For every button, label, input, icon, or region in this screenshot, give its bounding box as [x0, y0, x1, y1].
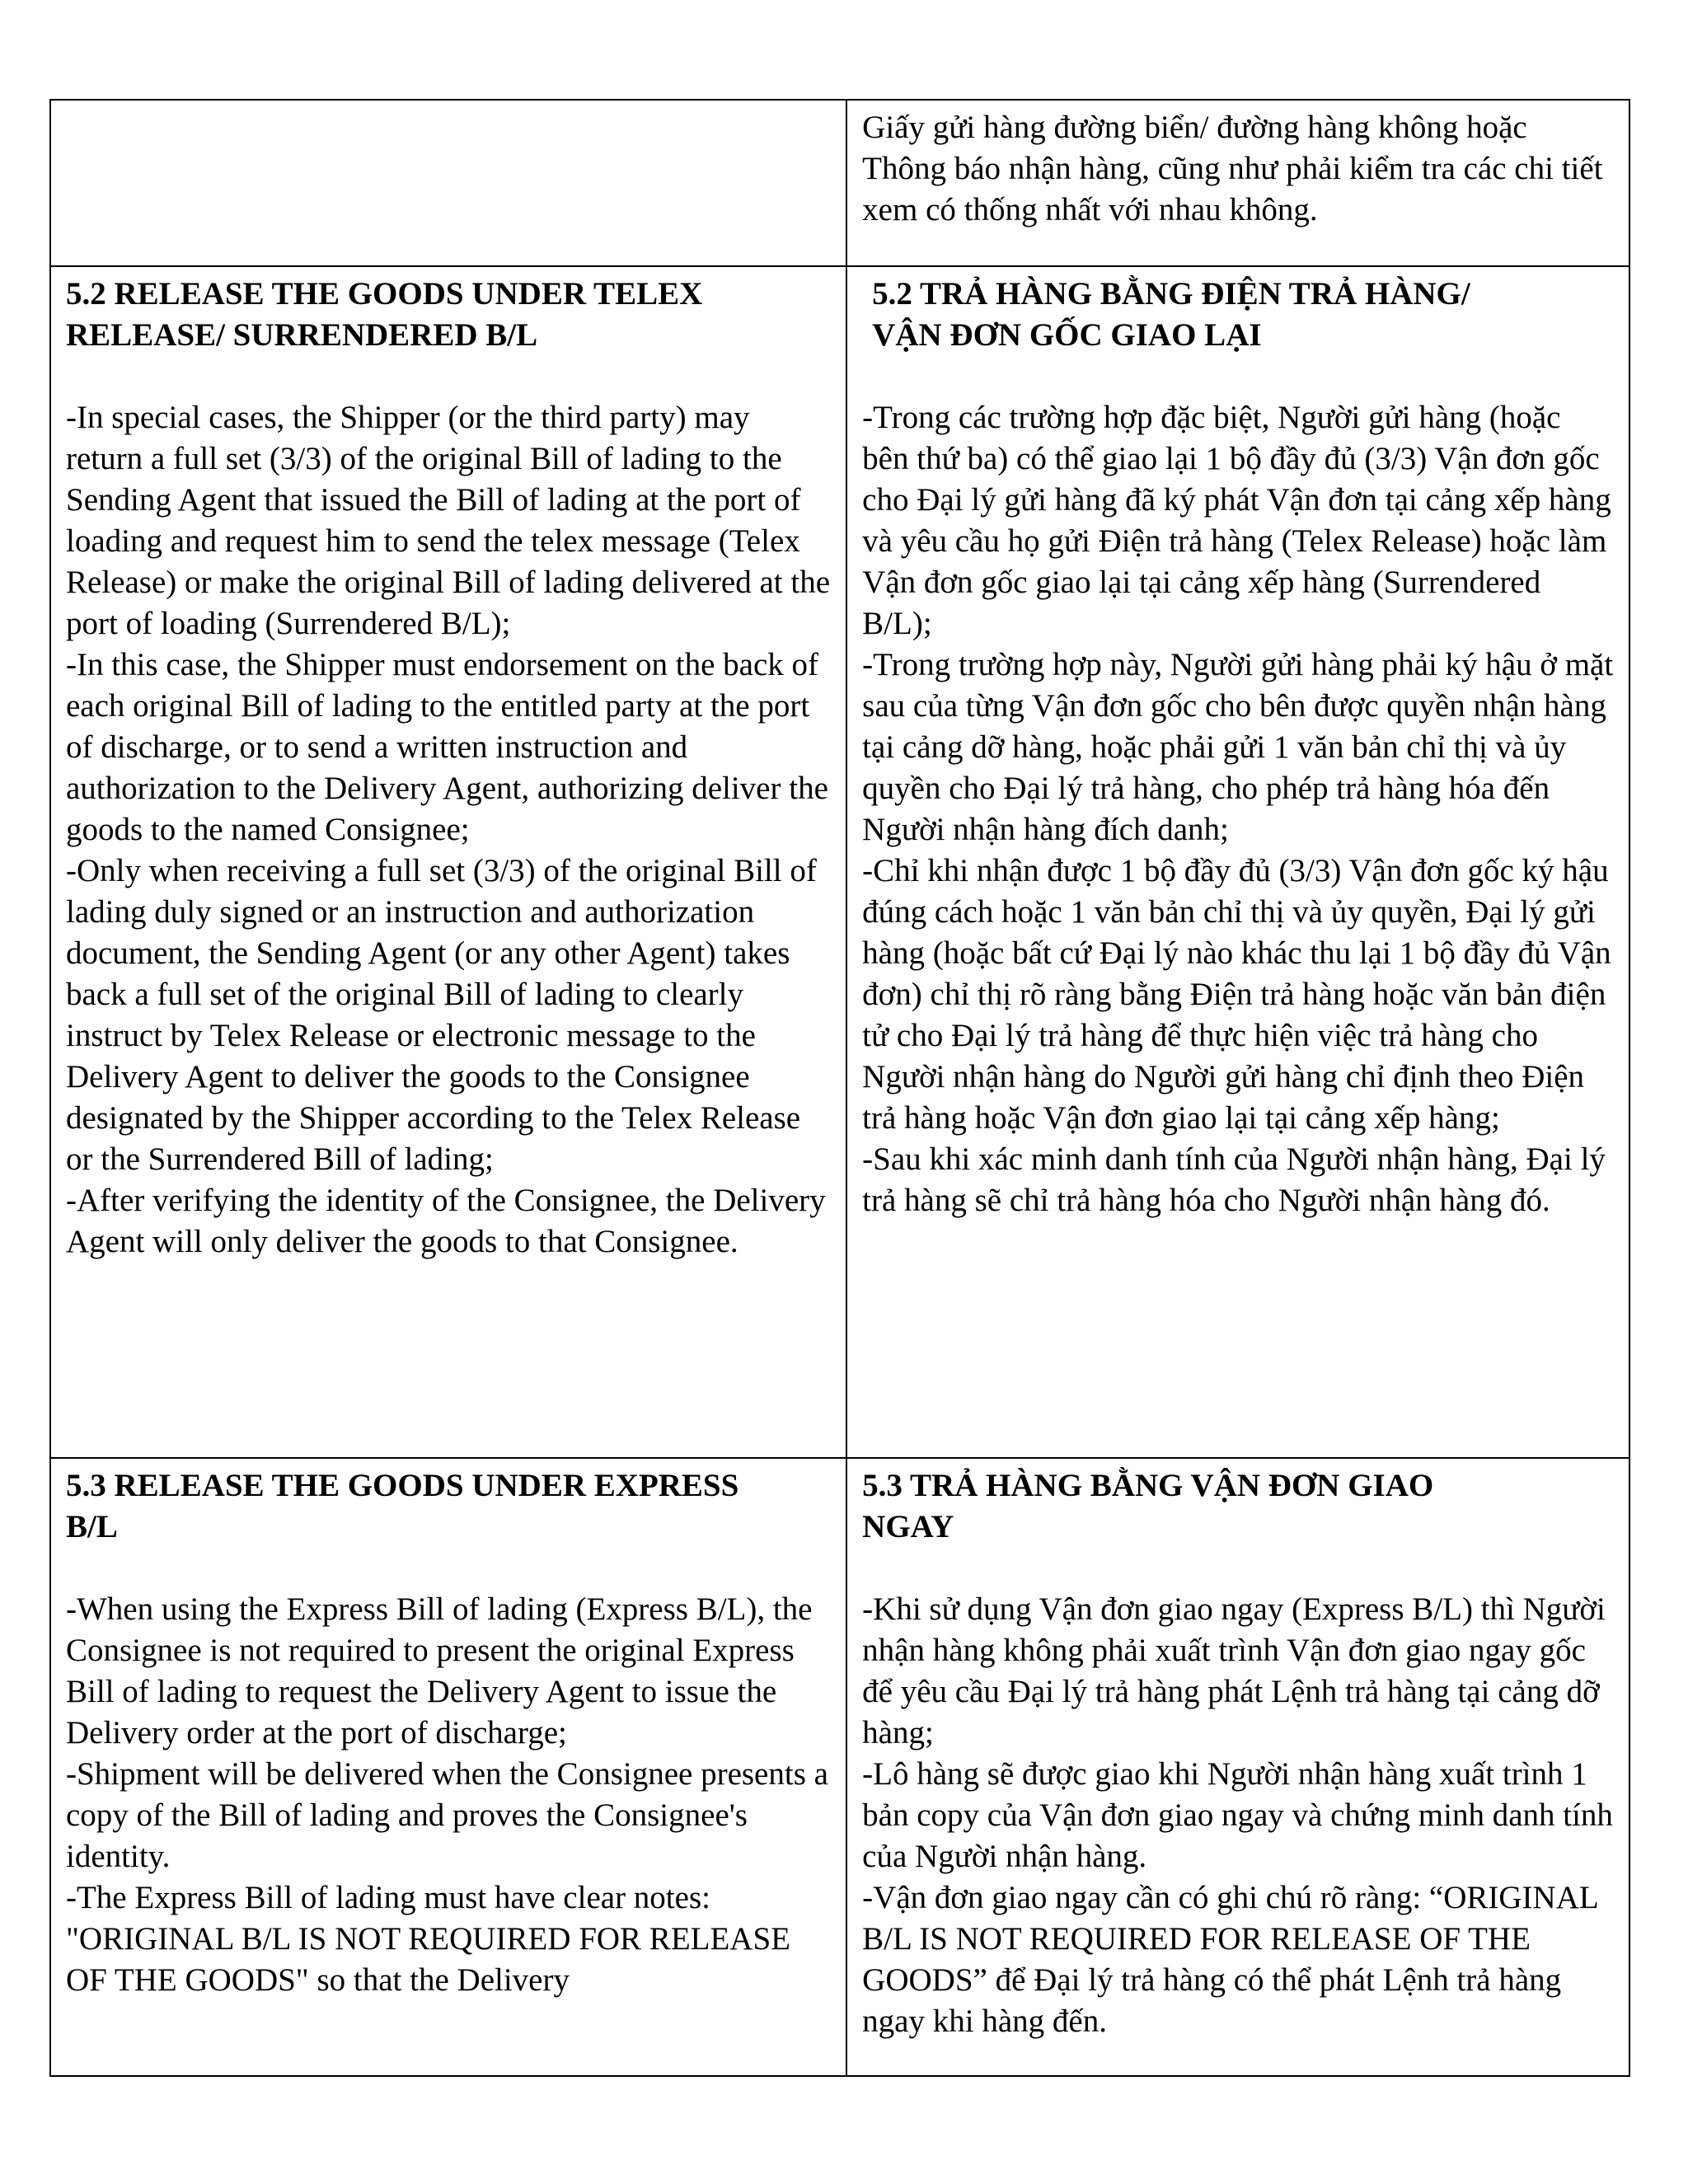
section-5-3-english-heading: 5.3 RELEASE THE GOODS UNDER EXPRESS B/L [66, 1468, 739, 1544]
paragraph: -Vận đơn giao ngay cần có ghi chú rõ ràng: “ORIGINAL B/L IS NOT REQUIRED FOR RELEASE OF THE GOODS” để Đại lý trả hàng có thể phát Lệnh trả hàng ngay khi hàng đến. [862, 1880, 1598, 2039]
paragraph: -Lô hàng sẽ được giao khi Người nhận hàng xuất trình 1 bản copy của Vận đơn giao ngay và chứng minh danh tính của Người nhận hàng. [862, 1756, 1613, 1874]
bilingual-table [49, 99, 1630, 2077]
section-5-2-vietnamese-cell [846, 266, 1629, 1458]
paragraph: -When using the Express Bill of lading (Express B/L), the Consignee is not required to present the original Express Bill of lading to request the Delivery Agent to issue the Delivery order at the port of discharge; [66, 1591, 813, 1750]
section-5-2-english-heading: 5.2 RELEASE THE GOODS UNDER TELEX RELEASE/ SURRENDERED B/L [66, 276, 703, 353]
paragraph: -Only when receiving a full set (3/3) of the original Bill of lading duly signed or an instruction and authorization document, the Sending Agent (or any other Agent) takes back a full set of the original Bill of lading to clearly instruct by Telex Release or electronic message to the Delivery Agent to deliver the goods to the Consignee designated by the Shipper according to the Telex Release or the Surrendered Bill of lading; [66, 853, 817, 1177]
paragraph: -In this case, the Shipper must endorsement on the back of each original Bill of lading to the entitled party at the port of discharge, or to send a written instruction and authorization to the Delivery Agent, authorizing deliver the goods to the named Consignee; [66, 647, 828, 847]
paragraph: -Trong các trường hợp đặc biệt, Người gửi hàng (hoặc bên thứ ba) có thể giao lại 1 bộ đầy đủ (3/3) Vận đơn gốc cho Đại lý gửi hàng đã ký phát Vận đơn tại cảng xếp hàng và yêu cầu họ gửi Điện trả hàng (Telex Release) hoặc làm Vận đơn gốc giao lại tại cảng xếp hàng (Surrendered B/L); [862, 400, 1611, 641]
section-5-3-vietnamese-cell [846, 1458, 1629, 2076]
row1-vietnamese-text: Giấy gửi hàng đường biển/ đường hàng không hoặc Thông báo nhận hàng, cũng như phải kiểm tra các chi tiết xem có thống nhất với nhau không. [862, 110, 1603, 227]
table-row [50, 266, 1629, 1458]
section-5-2-vietnamese-heading: 5.2 TRẢ HÀNG BẰNG ĐIỆN TRẢ HÀNG/ VẬN ĐƠN GỐC GIAO LẠI [872, 276, 1470, 353]
row1-vietnamese-cell [846, 100, 1629, 266]
paragraph: -Trong trường hợp này, Người gửi hàng phải ký hậu ở mặt sau của từng Vận đơn gốc cho bên được quyền nhận hàng tại cảng dỡ hàng, hoặc phải gửi 1 văn bản chỉ thị và ủy quyền cho Đại lý trả hàng, cho phép trả hàng hóa đến Người nhận hàng đích danh; [862, 647, 1614, 847]
paragraph: -After verifying the identity of the Consignee, the Delivery Agent will only deliver the goods to that Consignee. [66, 1183, 826, 1259]
paragraph: -Chỉ khi nhận được 1 bộ đầy đủ (3/3) Vận đơn gốc ký hậu đúng cách hoặc 1 văn bản chỉ thị và ủy quyền, Đại lý gửi hàng (hoặc bất cứ Đại lý nào khác thu lại 1 bộ đầy đủ Vận đơn) chỉ thị rõ ràng bằng Điện trả hàng hoặc văn bản điện tử cho Đại lý trả hàng để thực hiện việc trả hàng cho Người nhận hàng do Người gửi hàng chỉ định theo Điện trả hàng hoặc Vận đơn giao lại tại cảng xếp hàng; [862, 853, 1611, 1136]
paragraph: -The Express Bill of lading must have clear notes: "ORIGINAL B/L IS NOT REQUIRED FOR RELEASE OF THE GOODS" so that the Delivery [66, 1880, 790, 1998]
paragraph: -Sau khi xác minh danh tính của Người nhận hàng, Đại lý trả hàng sẽ chỉ trả hàng hóa cho Người nhận hàng đó. [862, 1141, 1606, 1218]
table-row [50, 100, 1629, 266]
section-5-2-english-cell [50, 266, 846, 1458]
table-row [50, 1458, 1629, 2076]
row1-english-cell [50, 100, 846, 266]
section-5-3-vietnamese-heading: 5.3 TRẢ HÀNG BẰNG VẬN ĐƠN GIAO NGAY [862, 1468, 1434, 1544]
paragraph: -In special cases, the Shipper (or the third party) may return a full set (3/3) of the original Bill of lading to the Sending Agent that issued the Bill of lading at the port of loading and request him to send the telex message (Telex Release) or make the original Bill of lading delivered at the port of loading (Surrendered B/L); [66, 400, 831, 641]
section-5-3-english-cell [50, 1458, 846, 2076]
paragraph: -Khi sử dụng Vận đơn giao ngay (Express B/L) thì Người nhận hàng không phải xuất trình Vận đơn giao ngay gốc để yêu cầu Đại lý trả hàng phát Lệnh trả hàng tại cảng dỡ hàng; [862, 1591, 1606, 1750]
paragraph: -Shipment will be delivered when the Consignee presents a copy of the Bill of lading and proves the Consignee's identity. [66, 1756, 828, 1874]
